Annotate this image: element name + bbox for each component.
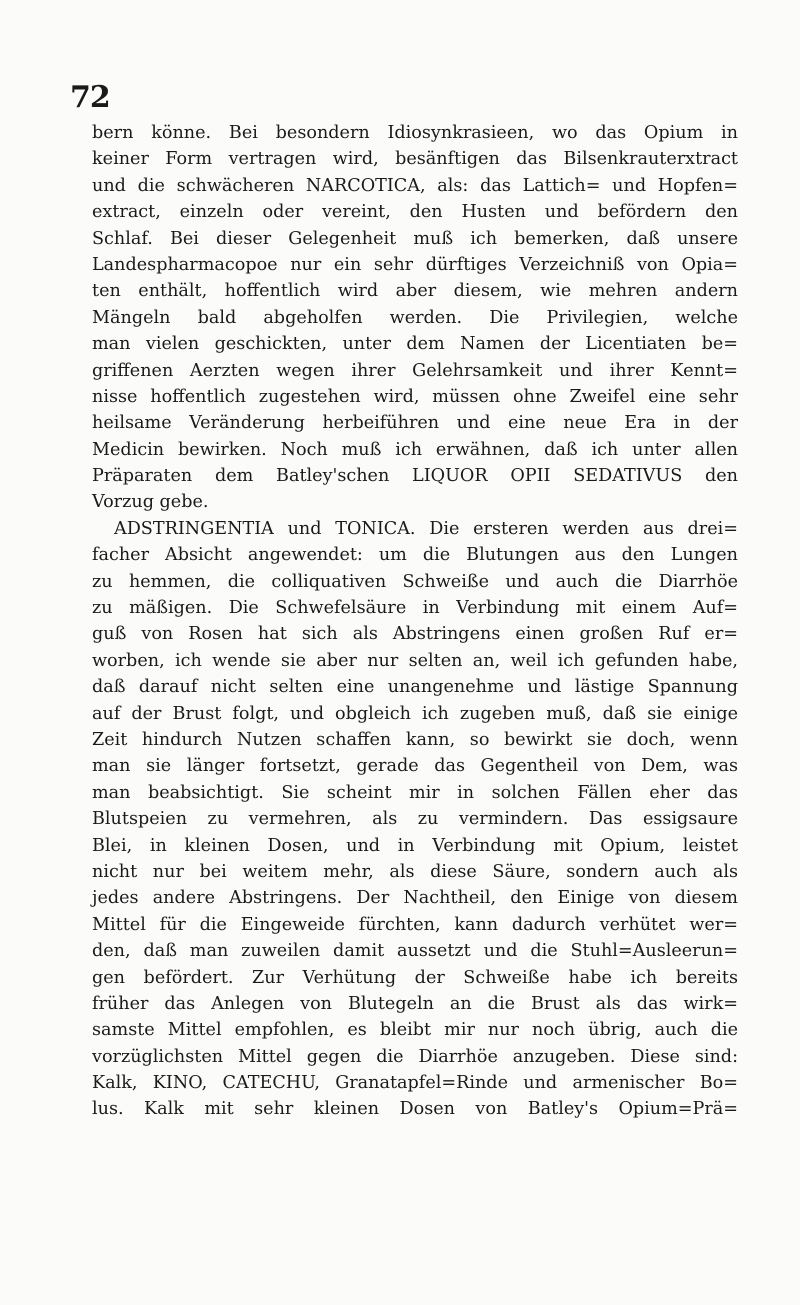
text-line: nisse hoffentlich zugestehen wird, müssen ohne Zweifel eine sehr (92, 386, 738, 407)
text-line: man sie länger fortsetzt, gerade das Gegentheil von Dem, was (92, 756, 738, 777)
text-line: Mittel für die Eingeweide fürchten, kann dadurch verhütet wer= (92, 914, 738, 935)
text-line: worben, ich wende sie aber nur selten an, weil ich gefunden habe, (92, 650, 738, 671)
text-line: Zeit hindurch Nutzen schaffen kann, so bewirkt sie doch, wenn (92, 729, 738, 750)
text-line: Blei, in kleinen Dosen, und in Verbindung mit Opium, leistet (92, 835, 738, 856)
text-line: heilsame Veränderung herbeiführen und eine neue Era in der (92, 413, 738, 434)
text-line: guß von Rosen hat sich als Abstringens einen großen Ruf er= (92, 624, 738, 645)
text-line: extract, einzeln oder vereint, den Husten und befördern den (92, 202, 738, 223)
text-line: ten enthält, hoffentlich wird aber diesem, wie mehren andern (92, 281, 738, 302)
text-line: Blutspeien zu vermehren, als zu vermindern. Das essigsaure (92, 809, 738, 830)
text-line: Vorzug gebe. (92, 492, 209, 513)
text-line: gen befördert. Zur Verhütung der Schweiße habe ich bereits (92, 967, 738, 988)
text-line: Schlaf. Bei dieser Gelegenheit muß ich bemerken, daß unsere (92, 228, 738, 249)
text-line: griffenen Aerzten wegen ihrer Gelehrsamkeit und ihrer Kennt= (92, 360, 738, 381)
text-line: und die schwächeren NARCOTICA, als: das Lattich= und Hopfen= (92, 175, 738, 196)
page-number: 72 (70, 80, 110, 115)
text-line: facher Absicht angewendet: um die Blutungen aus den Lungen (92, 545, 738, 566)
text-line: keiner Form vertragen wird, besänftigen das Bilsenkrauterxtract (92, 149, 738, 170)
text-line: ADSTRINGENTIA und TONICA. Die ersteren werden aus drei= (114, 518, 738, 539)
body-text (92, 120, 738, 1123)
text-line: Kalk, KINO, CATECHU, Granatapfel=Rinde und armenischer Bo= (92, 1073, 738, 1094)
text-line: lus. Kalk mit sehr kleinen Dosen von Batley's Opium=Prä= (92, 1099, 738, 1120)
text-line: nicht nur bei weitem mehr, als diese Säure, sondern auch als (92, 861, 738, 882)
text-line: auf der Brust folgt, und obgleich ich zugeben muß, daß sie einige (92, 703, 738, 724)
text-line: samste Mittel empfohlen, es bleibt mir nur noch übrig, auch die (92, 1020, 738, 1041)
text-line: Mängeln bald abgeholfen werden. Die Privilegien, welche (92, 307, 738, 328)
text-line: Landespharmacopoe nur ein sehr dürftiges Verzeichniß von Opia= (92, 254, 738, 275)
text-line: man vielen geschickten, unter dem Namen der Licentiaten be= (92, 334, 738, 355)
text-line: daß darauf nicht selten eine unangenehme und lästige Spannung (92, 677, 738, 698)
text-line: jedes andere Abstringens. Der Nachtheil, den Einige von diesem (92, 888, 738, 909)
text-line: zu hemmen, die colliquativen Schweiße und auch die Diarrhöe (92, 571, 738, 592)
text-line: man beabsichtigt. Sie scheint mir in solchen Fällen eher das (92, 782, 738, 803)
text-line: früher das Anlegen von Blutegeln an die Brust als das wirk= (92, 993, 738, 1014)
text-line: Medicin bewirken. Noch muß ich erwähnen, daß ich unter allen (92, 439, 738, 460)
text-line: bern könne. Bei besondern Idiosynkrasieen, wo das Opium in (92, 123, 738, 143)
text-line: Präparaten dem Batley'schen LIQUOR OPII SEDATIVUS den (92, 466, 738, 487)
text-line: den, daß man zuweilen damit aussetzt und die Stuhl=Ausleerun= (92, 941, 738, 962)
text-line: zu mäßigen. Die Schwefelsäure in Verbindung mit einem Auf= (92, 598, 738, 619)
text-line: vorzüglichsten Mittel gegen die Diarrhöe anzugeben. Diese sind: (92, 1046, 738, 1067)
